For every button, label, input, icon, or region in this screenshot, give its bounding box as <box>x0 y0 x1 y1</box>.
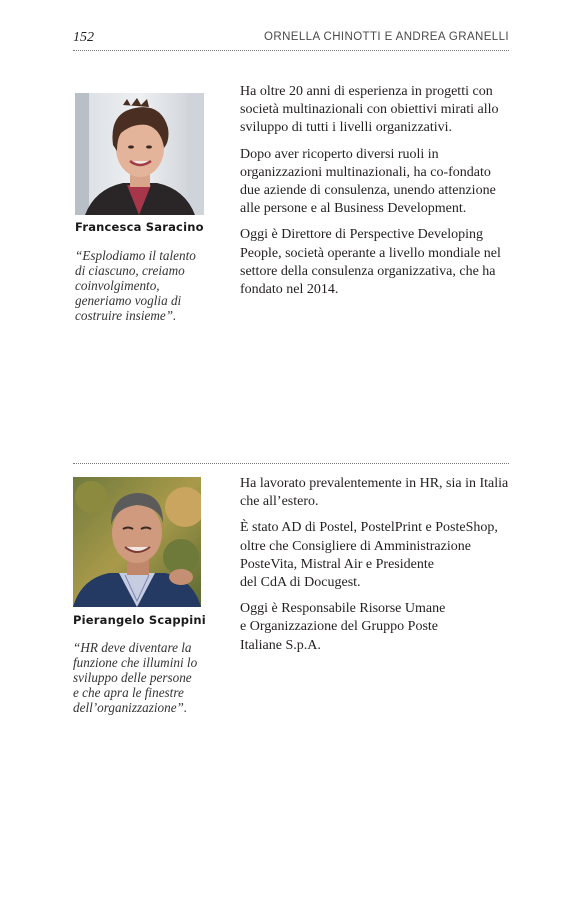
bio-paragraph <box>240 475 515 511</box>
bio-paragraph <box>240 83 515 138</box>
quote-line: sviluppo delle persone <box>73 670 192 685</box>
page-number: 152 <box>73 30 94 45</box>
quote-line: coinvolgimento, <box>75 278 160 293</box>
bio-paragraph <box>240 519 515 592</box>
bio-line: alle persone e al Business Development. <box>240 201 467 217</box>
header-rule <box>73 50 509 51</box>
bio-line: che all’estero. <box>240 494 319 510</box>
portrait-photo-francesca <box>75 93 204 215</box>
bio-line: organizzazioni multinazionali, ha co-fondato <box>240 164 491 180</box>
quote-line: “HR deve diventare la <box>73 640 192 655</box>
profile-name: Francesca Saracino <box>75 220 204 234</box>
quote-line: dell’organizzazione”. <box>73 700 188 715</box>
bio-line: due aziende di consulenza, unendo attenzione <box>240 183 496 199</box>
bio-paragraph <box>240 146 515 219</box>
quote-line: generiamo voglia di <box>75 293 182 308</box>
bio-line: PosteVita, Mistral Air e Presidente <box>240 556 434 572</box>
bio-line: People, società operante a livello mondiale nel <box>240 245 501 261</box>
bio-line: Dopo aver ricoperto diversi ruoli in <box>240 146 439 162</box>
bio-paragraph <box>240 600 515 655</box>
quote-line: funzione che illumini lo <box>73 655 198 670</box>
quote-line: “Esplodiamo il talento <box>75 248 196 263</box>
quote-line: e che apra le finestre <box>73 685 184 700</box>
page-header <box>73 30 509 48</box>
profile-bio <box>240 83 515 307</box>
bio-line: È stato AD di Postel, PostelPrint e PosteShop, <box>240 520 498 536</box>
bio-paragraph <box>240 226 515 299</box>
bio-line: del CdA di Docugest. <box>240 575 361 591</box>
profile-quote <box>75 248 196 323</box>
bio-line: sviluppo di tutti i livelli organizzativi. <box>240 120 453 136</box>
profile-name: Pierangelo Scappini <box>73 613 206 627</box>
bio-line: società multinazionali con obiettivi mirati allo <box>240 102 499 118</box>
bio-line: Italiane S.p.A. <box>240 637 321 653</box>
bio-line: fondato nel 2014. <box>240 282 339 298</box>
bio-line: Ha oltre 20 anni di esperienza in progetti con <box>240 84 493 99</box>
bio-line: Oggi è Direttore di Perspective Developing <box>240 227 483 243</box>
profile-bio <box>240 475 515 663</box>
running-title: ORNELLA CHINOTTI E ANDREA GRANELLI <box>264 31 509 43</box>
bio-line: oltre che Consigliere di Amministrazione <box>240 538 471 554</box>
bio-line: e Organizzazione del Gruppo Poste <box>240 619 439 635</box>
quote-line: costruire insieme”. <box>75 308 177 323</box>
bio-line: settore della consulenza organizzativa, che ha <box>240 263 496 279</box>
quote-line: di ciascuno, creiamo <box>75 263 185 278</box>
section-divider <box>73 463 509 464</box>
bio-line: Ha lavorato prevalentemente in HR, sia in Italia <box>240 476 509 491</box>
profile-quote <box>73 640 197 715</box>
portrait-photo-pierangelo <box>73 477 201 607</box>
bio-line: Oggi è Responsabile Risorse Umane <box>240 601 446 617</box>
